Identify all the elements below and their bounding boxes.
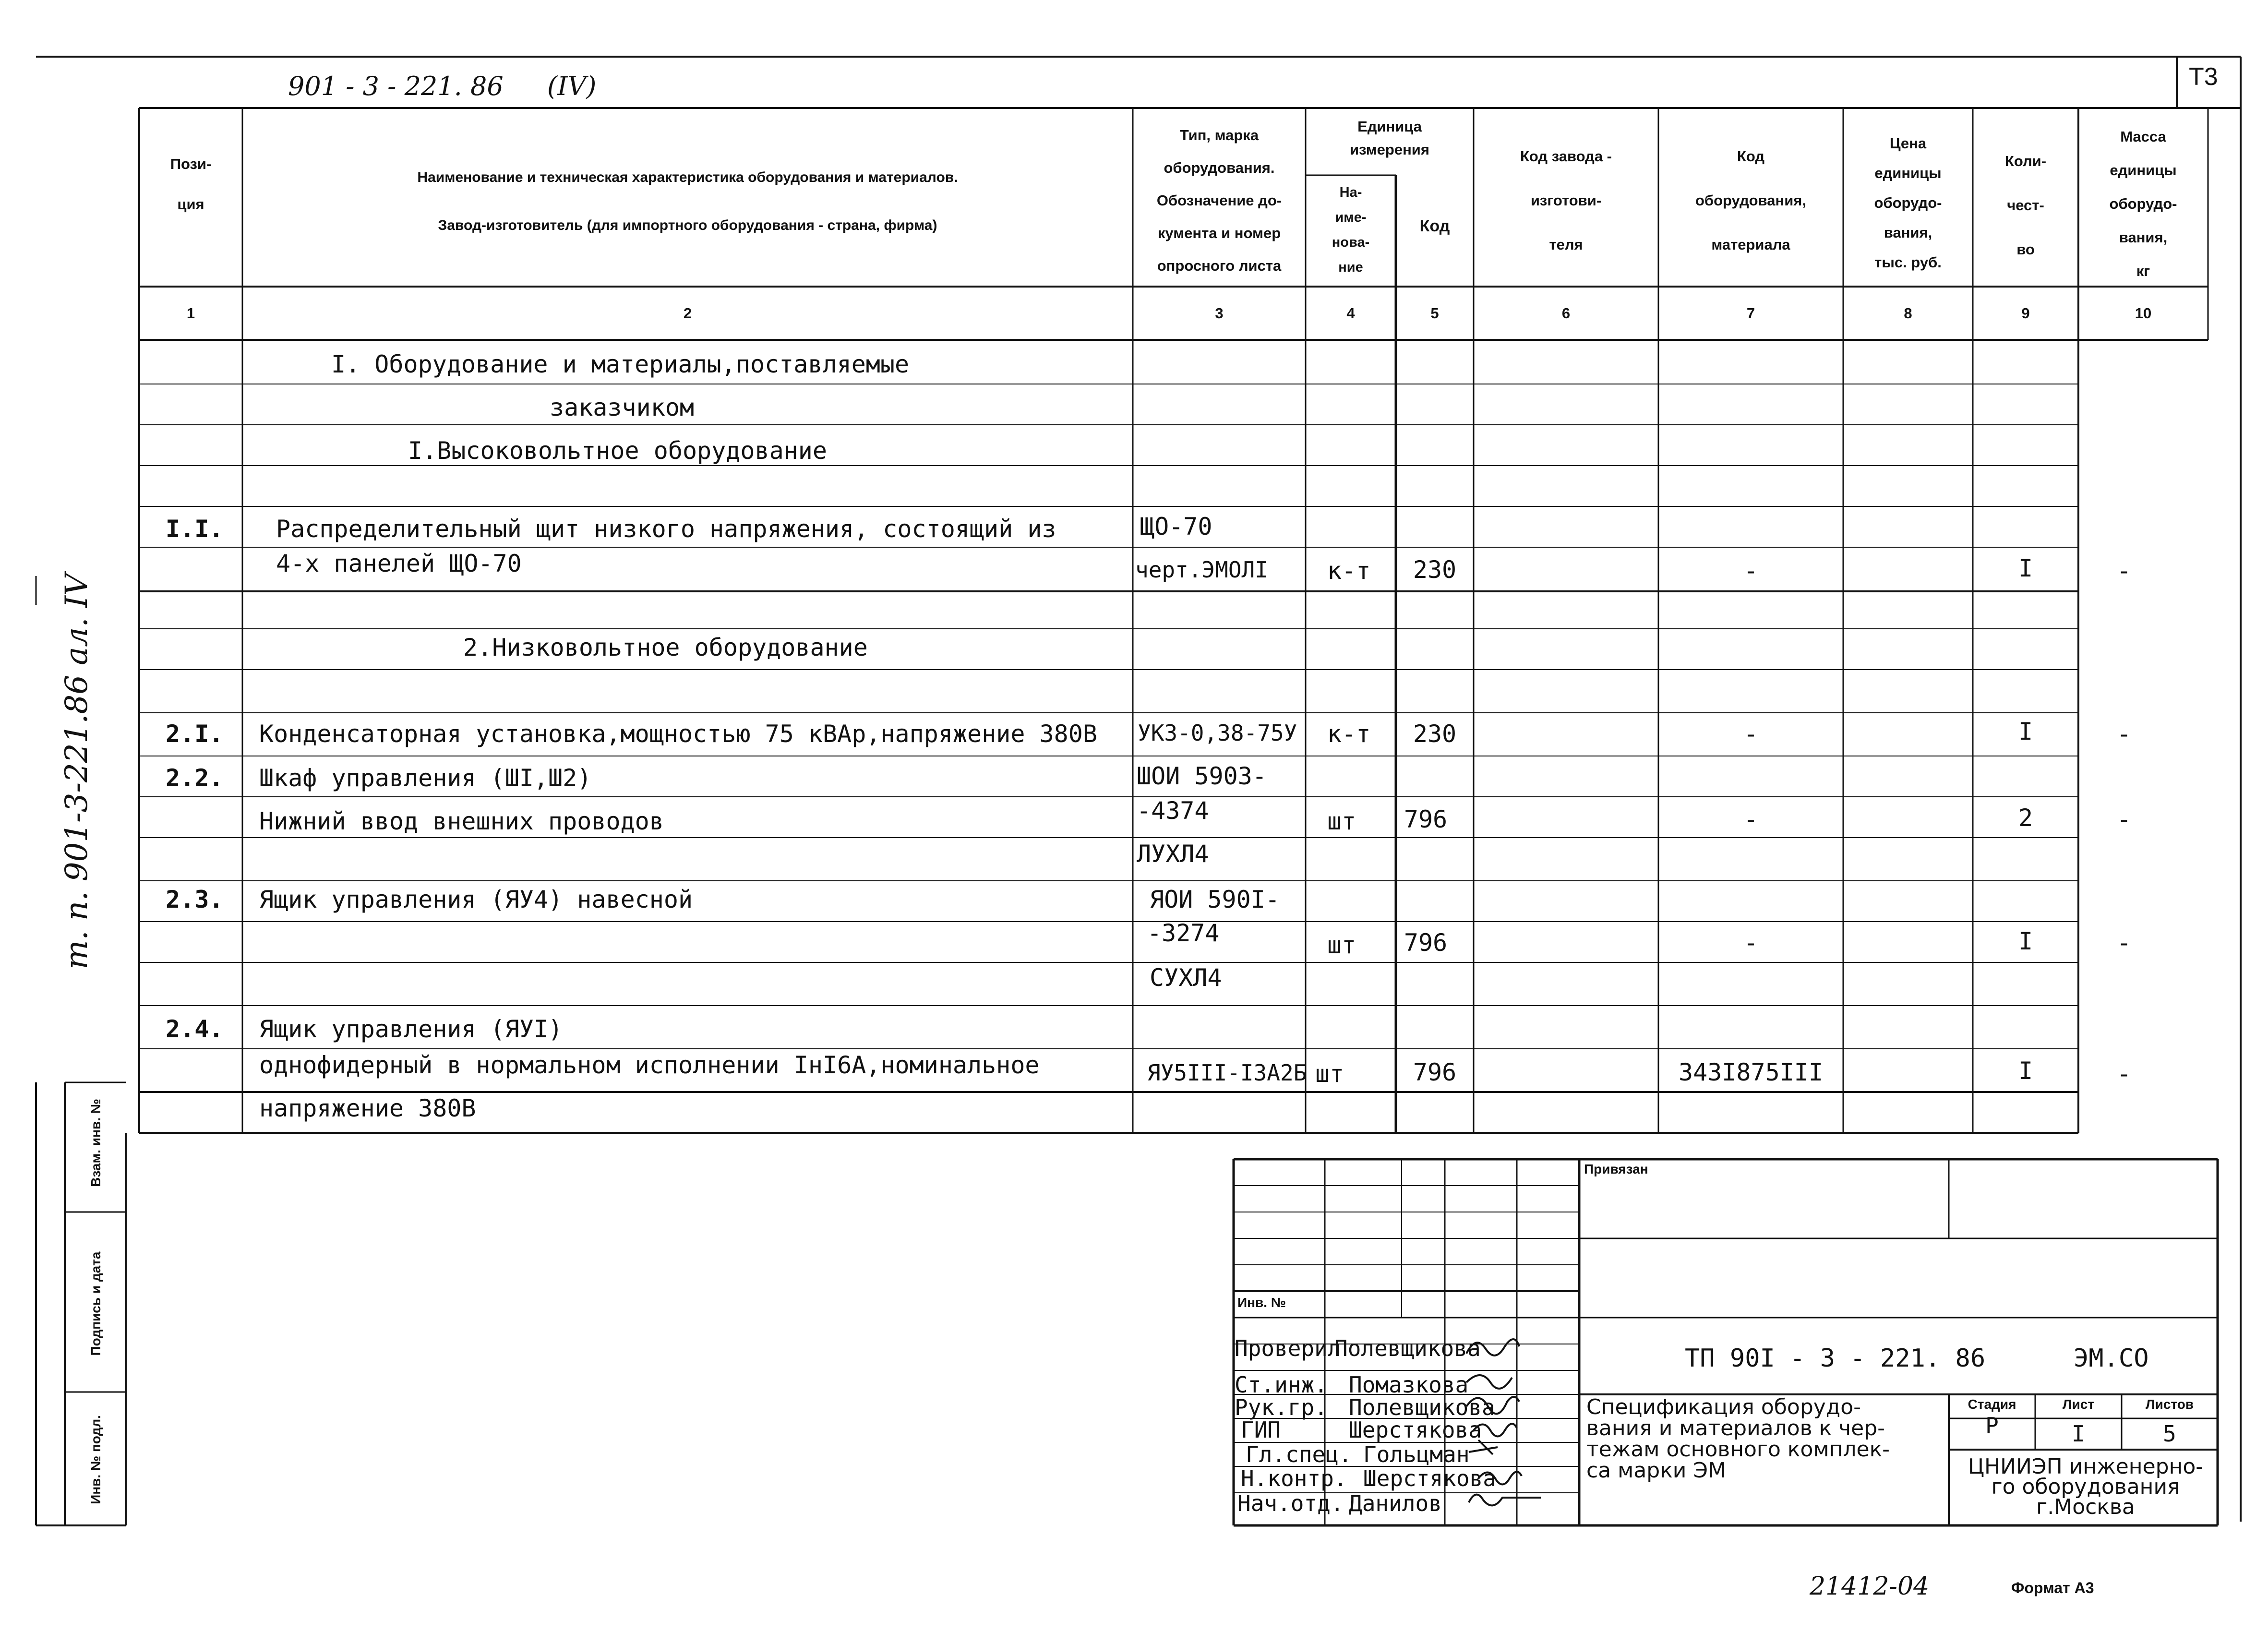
row-position: 2.2. [166, 764, 224, 792]
row-quantity: 2 [2018, 804, 2033, 832]
row-type: -3274 [1147, 919, 1220, 947]
row-type: -4374 [1137, 797, 1209, 825]
stage-value: Р [1985, 1413, 1999, 1439]
row-unit-code: 796 [1404, 929, 1448, 957]
column-header-price: Цена единицы оборудо- вания, тыс. руб. [1874, 135, 1942, 271]
sheet-mark: T3 [2189, 63, 2218, 91]
row-unit: шт [1327, 931, 1356, 959]
row-position: 2.3. [166, 886, 224, 913]
row-position: I.I. [166, 515, 224, 543]
column-header-unit-group: Единица измерения [1350, 118, 1429, 158]
row-unit-code: 230 [1413, 556, 1457, 584]
volume-label: (IV) [547, 71, 597, 101]
row-type: черт.ЭМОЛI [1135, 557, 1268, 583]
column-number: 2 [683, 305, 692, 322]
title-mark: ЭМ.СО [2074, 1344, 2149, 1373]
row-equipment-code: - [1743, 720, 1758, 748]
signatures [1464, 1330, 1579, 1522]
role: Рук.гр. [1235, 1394, 1328, 1420]
row-mass: - [2116, 1060, 2132, 1088]
row-mass: - [2116, 929, 2132, 957]
row-name: Распределительный щит низкого напряжения, состоящий из [276, 515, 1056, 543]
side-label: т. п. 901-3-221.86 ал. IV [59, 573, 95, 970]
stage-label: Стадия [1968, 1397, 2016, 1412]
row-equipment-code: - [1743, 805, 1758, 833]
signer-name: Шерстякова [1349, 1417, 1482, 1443]
format-label: Формат А3 [2011, 1579, 2094, 1596]
row-mass: - [2116, 557, 2132, 585]
row-name: Ящик управления (ЯУI) [259, 1015, 563, 1043]
signer-name: Полевщикова [1349, 1394, 1495, 1420]
sheets-label: Листов [2145, 1397, 2194, 1412]
row-type: ЯОИ 590I- [1150, 886, 1280, 913]
row-name: Шкаф управления (ШI,Ш2) [259, 764, 592, 792]
title-text: Спецификация оборудо- вания и материалов к чер- тежам основного комплек- са марки ЭМ [1586, 1395, 1890, 1483]
role: Нач.отд. [1237, 1490, 1344, 1516]
row-unit: к-т [1327, 720, 1371, 748]
document-code: 901 - 3 - 221. 86 [288, 71, 504, 101]
row-type: ЛУХЛ4 [1137, 840, 1209, 868]
organization: ЦНИИЭП инженерно- го оборудования г.Москва [1968, 1454, 2204, 1519]
row-equipment-code: - [1743, 557, 1758, 585]
row-type: ШОИ 5903- [1137, 762, 1267, 790]
row-name: Ящик управления (ЯУ4) навесной [259, 886, 693, 913]
row-type: ЩО-70 [1140, 513, 1212, 540]
column-number: 6 [1561, 305, 1571, 322]
column-header-mass: Масса единицы оборудо- вания, кг [2109, 128, 2177, 279]
column-header-name: Наименование и техническая характеристика оборудования и материалов. Завод-изготовитель (для импортного оборудования - страна, фирма) [417, 169, 958, 233]
role: ГИП [1241, 1417, 1281, 1443]
column-header-unit-name: На- име- нова- ние [1332, 185, 1370, 275]
signer-name: Полевщикова [1334, 1335, 1481, 1361]
role: Ст.инж. [1235, 1372, 1328, 1398]
row-quantity: I [2018, 1057, 2033, 1085]
title-doc-code: ТП 90I - 3 - 221. 86 [1685, 1344, 1986, 1373]
column-number: 7 [1746, 305, 1755, 322]
column-header-equipment-code: Код оборудования, материала [1695, 148, 1806, 253]
row-unit: шт [1315, 1060, 1344, 1088]
sheet-label: Лист [2062, 1397, 2095, 1412]
column-number: 3 [1215, 305, 1224, 322]
row-unit-code: 230 [1413, 720, 1457, 748]
row-type: ЯУ5III-I3А2Б [1147, 1060, 1307, 1086]
column-header-unit-code: Код [1419, 217, 1450, 235]
column-number: 10 [2135, 305, 2152, 322]
bottom-number: 21412-04 [1810, 1572, 1930, 1601]
row-equipment-code: 343I875III [1678, 1058, 1824, 1086]
column-number: 5 [1430, 305, 1439, 322]
privyazan-label: Привязан [1584, 1162, 1648, 1176]
stamp-replacement-inv: Взам. инв. № [88, 1099, 103, 1187]
row-quantity: I [2018, 718, 2033, 745]
section-title: I. Оборудование и материалы,поставляемые [331, 350, 910, 378]
column-number: 8 [1904, 305, 1912, 322]
subsection-title: I.Высоковольтное оборудование [408, 437, 827, 465]
column-header-factory-code: Код завода - изготови- теля [1520, 148, 1612, 253]
signer-name: Помазкова [1349, 1372, 1469, 1398]
column-number: 1 [186, 305, 195, 322]
row-name: Конденсаторная установка,мощностью 75 кВАр,напряжение 380В [259, 720, 1097, 748]
stamp-original-inv: Инв. № подл. [88, 1415, 103, 1504]
column-header-position: Пози- ция [170, 156, 212, 213]
role: Н.контр. [1241, 1465, 1347, 1491]
row-position: 2.I. [166, 720, 224, 748]
row-unit-code: 796 [1404, 805, 1448, 833]
row-unit: к-т [1327, 557, 1371, 585]
sheet-value: I [2072, 1421, 2085, 1447]
signer-name: Шерстякова [1363, 1465, 1496, 1491]
column-number: 4 [1346, 305, 1355, 322]
row-name: однофидерный в нормальном исполнении IнI6А,номинальное [259, 1051, 1040, 1079]
inv-label: Инв. № [1237, 1295, 1286, 1310]
signer-name: Данилов [1349, 1490, 1442, 1516]
row-name: 4-х панелей ЩО-70 [276, 550, 522, 577]
section-title: заказчиком [550, 394, 695, 421]
signer-name: Гольцман [1363, 1441, 1470, 1467]
row-name: напряжение 380В [259, 1094, 476, 1122]
row-position: 2.4. [166, 1015, 224, 1043]
row-type: СУХЛ4 [1150, 964, 1222, 992]
section-title: 2.Низковольтное оборудование [463, 634, 868, 661]
stamp-signature-date: Подпись и дата [88, 1251, 103, 1356]
row-quantity: I [2018, 927, 2033, 955]
row-type: УКЗ-0,38-75У [1138, 720, 1297, 746]
role: Проверил [1235, 1335, 1341, 1361]
row-mass: - [2116, 720, 2132, 748]
row-unit-code: 796 [1413, 1058, 1457, 1086]
column-header-quantity: Коли- чест- во [2004, 153, 2047, 258]
column-header-type: Тип, марка оборудования. Обозначение до- кумента и номер опросного листа [1156, 127, 1282, 274]
role: Гл.спец. [1246, 1441, 1352, 1467]
column-number: 9 [2021, 305, 2030, 322]
row-equipment-code: - [1743, 929, 1758, 957]
sheets-value: 5 [2163, 1421, 2176, 1447]
row-quantity: I [2018, 554, 2033, 582]
row-unit: шт [1327, 807, 1356, 835]
row-mass: - [2116, 805, 2132, 833]
row-name: Нижний ввод внешних проводов [259, 807, 664, 835]
